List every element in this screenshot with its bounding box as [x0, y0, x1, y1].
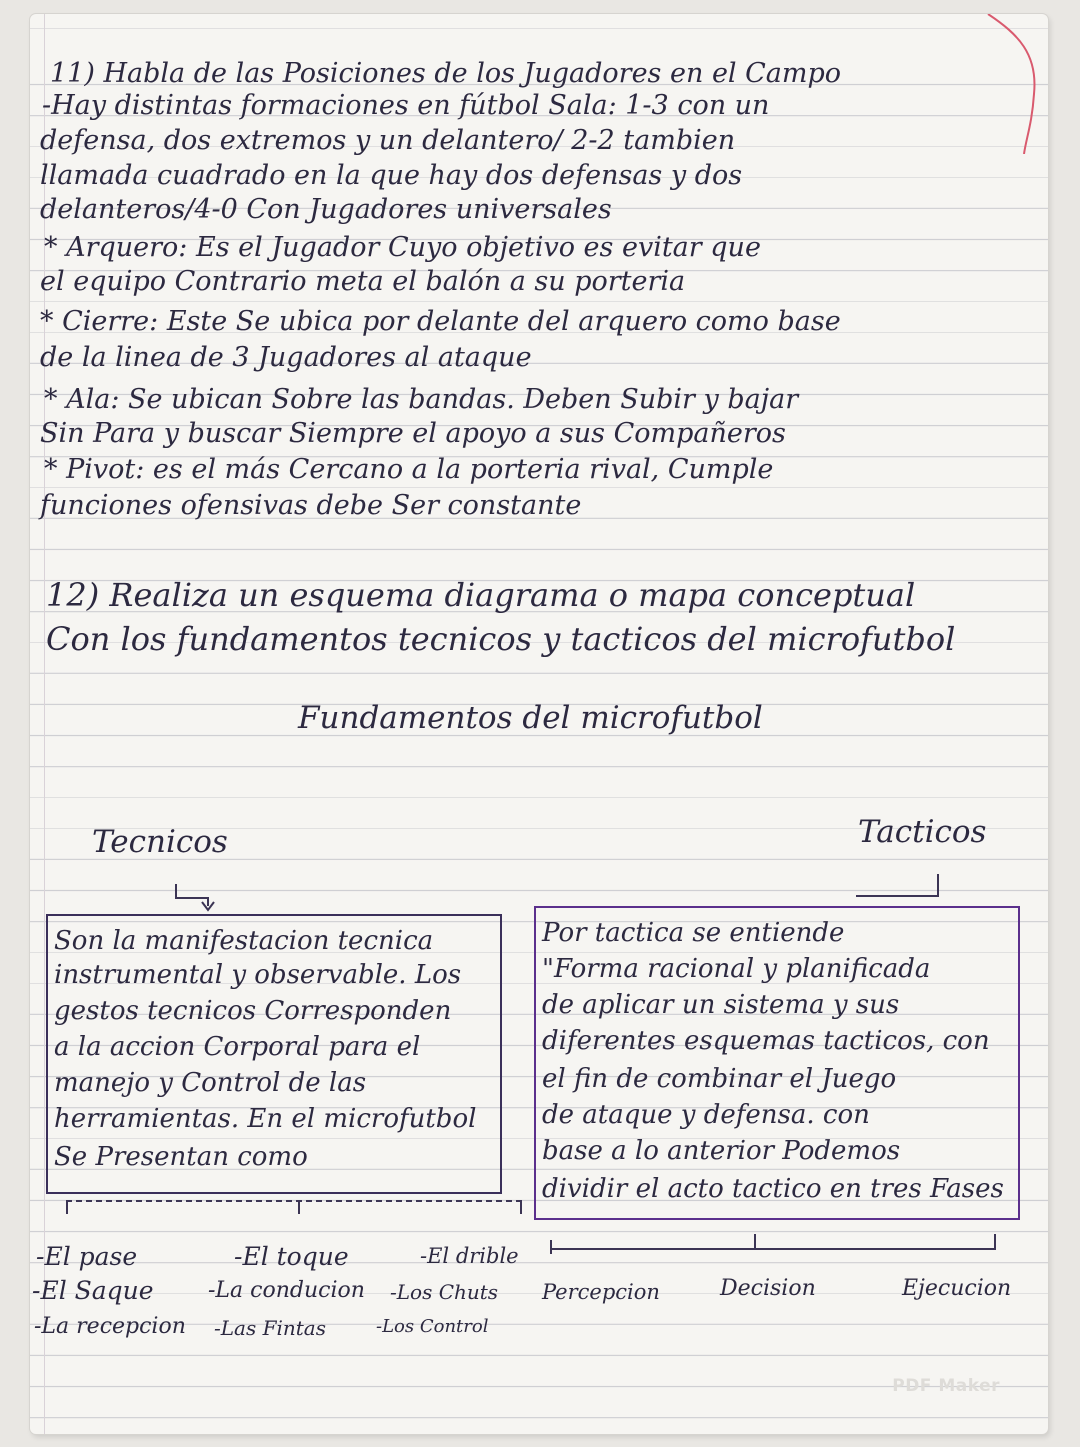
q11-line-7: el equipo Contrario meta el balón a su porteria	[40, 266, 686, 297]
tech-item: -Las Fintas	[214, 1316, 326, 1340]
tacticos-box	[534, 906, 1020, 1220]
q11-line-12: * Pivot: es el más Cercano a la porteria rival, Cumple	[44, 454, 774, 485]
tacticos-bracket	[550, 1248, 996, 1250]
tacticos-box-line-1: Por tactica se entiende	[542, 918, 845, 948]
bracket-tick	[66, 1200, 68, 1214]
q11-line-4: llamada cuadrado en la que hay dos defensas y dos	[40, 160, 743, 191]
q11-line-6: * Arquero: Es el Jugador Cuyo objetivo es evitar que	[44, 232, 761, 263]
bracket-tick	[550, 1240, 552, 1254]
phase-ejecucion: Ejecucion	[902, 1276, 1012, 1301]
q11-line-8: * Cierre: Este Se ubica por delante del arquero como base	[40, 306, 841, 337]
red-margin-mark	[898, 14, 1048, 154]
tacticos-heading: Tacticos	[858, 814, 987, 850]
tecnicos-box-line-4: a la accion Corporal para el	[54, 1032, 421, 1062]
tecnicos-box-line-7: Se Presentan como	[54, 1142, 308, 1172]
tecnicos-box-line-6: herramientas. En el microfutbol	[54, 1104, 477, 1134]
tacticos-box-line-5: el fin de combinar el Juego	[542, 1064, 897, 1094]
q11-line-11: Sin Para y buscar Siempre el apoyo a sus Compañeros	[40, 418, 786, 449]
tecnicos-box-line-5: manejo y Control de las	[54, 1068, 367, 1098]
tech-item: -El Saque	[32, 1276, 154, 1305]
q12-line-2: Con los fundamentos tecnicos y tacticos del microfutbol	[46, 620, 956, 658]
tech-item: -La conducion	[208, 1278, 365, 1303]
bracket-tick	[754, 1234, 756, 1248]
notebook-page	[30, 14, 1048, 1434]
q11-line-13: funciones ofensivas debe Ser constante	[40, 490, 582, 521]
tech-item: -El drible	[420, 1244, 519, 1268]
bracket-tick	[298, 1200, 300, 1214]
page-margin-line	[44, 14, 45, 1434]
tacticos-box-line-8: dividir el acto tactico en tres Fases	[542, 1174, 1004, 1204]
tacticos-box-line-2: "Forma racional y planificada	[542, 954, 931, 984]
bracket-tick	[520, 1200, 522, 1214]
q11-line-9: de la linea de 3 Jugadores al ataque	[40, 342, 532, 373]
tech-item: -La recepcion	[34, 1314, 186, 1339]
q11-line-3: defensa, dos extremos y un delantero/ 2-2 tambien	[40, 125, 736, 156]
tecnicos-box-line-1: Son la manifestacion tecnica	[54, 926, 434, 956]
tecnicos-heading: Tecnicos	[92, 824, 228, 860]
q11-line-5: delanteros/4-0 Con Jugadores universales	[40, 194, 612, 225]
tacticos-box-line-3: de aplicar un sistema y sus	[542, 990, 900, 1020]
tacticos-box-line-6: de ataque y defensa. con	[542, 1100, 870, 1130]
tech-item: -Los Control	[376, 1316, 489, 1337]
bracket-tick	[994, 1234, 996, 1248]
tech-item: -El pase	[36, 1242, 138, 1271]
tacticos-box-line-7: base a lo anterior Podemos	[542, 1136, 901, 1166]
tecnicos-box-line-3: gestos tecnicos Corresponden	[54, 996, 452, 1026]
q11-line-10: * Ala: Se ubican Sobre las bandas. Deben Subir y bajar	[44, 384, 799, 415]
tecnicos-bracket	[66, 1200, 522, 1202]
tecnicos-box-line-2: instrumental y observable. Los	[54, 960, 462, 990]
q12-line-1: 12) Realiza un esquema diagrama o mapa conceptual	[46, 576, 916, 614]
diagram-title: Fundamentos del microfutbol	[298, 700, 763, 736]
q11-line-2: -Hay distintas formaciones en fútbol Sala: 1-3 con un	[42, 90, 770, 121]
tech-item: -El toque	[234, 1242, 349, 1271]
phase-percepcion: Percepcion	[542, 1280, 660, 1304]
phase-decision: Decision	[720, 1276, 816, 1301]
tacticos-box-line-4: diferentes esquemas tacticos, con	[542, 1026, 990, 1056]
watermark: PDF Maker	[892, 1376, 1000, 1396]
tecnicos-box	[46, 914, 502, 1194]
tech-item: -Los Chuts	[390, 1280, 499, 1304]
q11-line-1: 11) Habla de las Posiciones de los Jugadores en el Campo	[50, 58, 842, 89]
